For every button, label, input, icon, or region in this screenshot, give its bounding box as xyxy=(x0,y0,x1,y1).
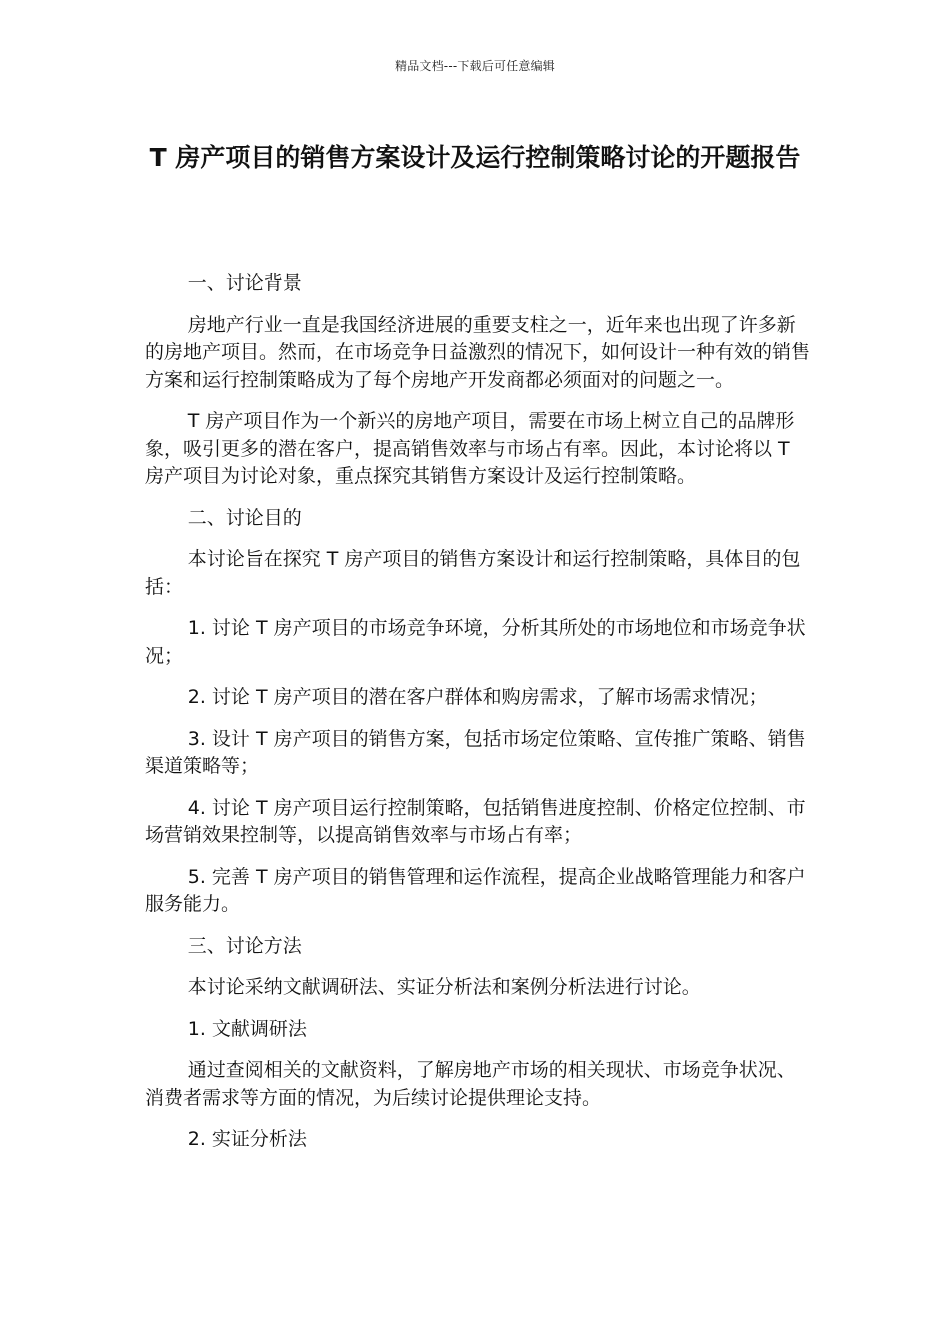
paragraph: 通过查阅相关的文献资料，了解房地产市场的相关现状、市场竞争状况、消费者需求等方面的情况，为后续讨论提供理论支持。 xyxy=(145,1059,796,1109)
section-heading-purpose: 二、讨论目的 xyxy=(187,506,302,529)
paragraph: 房地产行业一直是我国经济进展的重要支柱之一，近年来也出现了许多新的房地产项目。然而，在市场竞争日益激烈的情况下，如何设计一种有效的销售方案和运行控制策略成为了每个房地产开发商都必须面对的问题之一。 xyxy=(145,313,811,391)
header-note: 精品文档---下载后可任意编辑 xyxy=(395,59,555,73)
subheading: 2. 实证分析法 xyxy=(187,1128,307,1150)
list-item: 4. 讨论 T 房产项目运行控制策略，包括销售进度控制、价格定位控制、市场营销效果控制等，以提高销售效率与市场占有率； xyxy=(145,796,806,846)
paragraph: 本讨论采纳文献调研法、实证分析法和案例分析法进行讨论。 xyxy=(187,976,701,998)
list-item: 1. 讨论 T 房产项目的市场竞争环境，分析其所处的市场地位和市场竞争状况； xyxy=(145,617,806,667)
section-heading-method: 三、讨论方法 xyxy=(187,934,302,957)
document-title: T 房产项目的销售方案设计及运行控制策略讨论的开题报告 xyxy=(149,143,801,172)
subheading: 1. 文献调研法 xyxy=(187,1017,307,1040)
list-item: 5. 完善 T 房产项目的销售管理和运作流程，提高企业战略管理能力和客户服务能力。 xyxy=(145,865,806,915)
list-item: 3. 设计 T 房产项目的销售方案，包括市场定位策略、宣传推广策略、销售渠道策略等； xyxy=(145,727,806,777)
paragraph: 本讨论旨在探究 T 房产项目的销售方案设计和运行控制策略，具体目的包括： xyxy=(145,548,801,598)
section-heading-background: 一、讨论背景 xyxy=(187,272,302,294)
list-item: 2. 讨论 T 房产项目的潜在客户群体和购房需求，了解市场需求情况； xyxy=(187,686,768,708)
document-body xyxy=(145,270,810,1168)
paragraph: T 房产项目作为一个新兴的房地产项目，需要在市场上树立自己的品牌形象，吸引更多的潜在客户，提高销售效率与市场占有率。因此，本讨论将以 T 房产项目为讨论对象，重点探究其销售方案设计及运行控制策略。 xyxy=(145,410,795,487)
